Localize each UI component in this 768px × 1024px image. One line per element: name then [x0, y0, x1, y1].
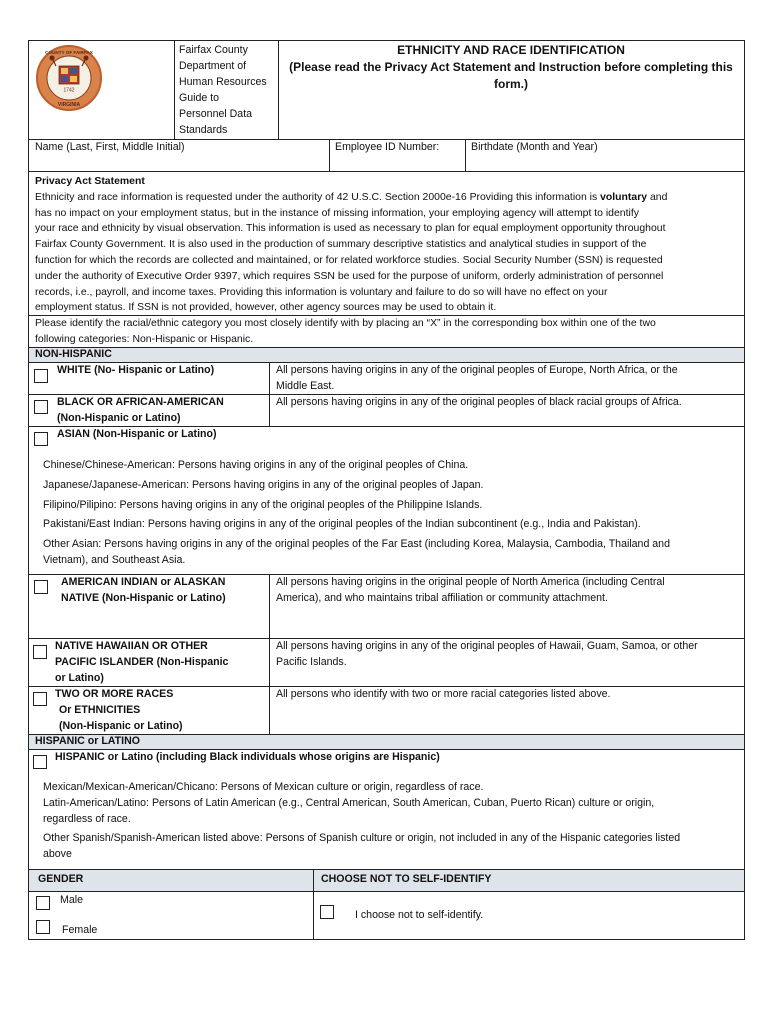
- instruction-line: Please identify the racial/ethnic category you most closely identify with by placing an “X” in the corresponding box within one of the two: [35, 318, 656, 329]
- hispanic-subcategory: above: [43, 848, 72, 861]
- form-title: ETHNICITY AND RACE IDENTIFICATION: [397, 43, 625, 57]
- race-row-hispanic: [28, 750, 745, 870]
- race-row-white: [28, 363, 745, 395]
- privacy-statement: [28, 172, 745, 316]
- header-row: [28, 40, 745, 140]
- male-checkbox[interactable]: [36, 896, 50, 910]
- identity-row: [28, 140, 745, 172]
- hawaiian-label: NATIVE HAWAIIAN OR OTHER PACIFIC ISLANDER (Non-Hispanic or Latino): [55, 640, 229, 684]
- instructions: [28, 316, 745, 348]
- hispanic-label: HISPANIC or Latino (including Black individuals whose origins are Hispanic): [55, 751, 440, 763]
- race-row-asian: [28, 427, 745, 575]
- hispanic-checkbox[interactable]: [33, 755, 47, 769]
- form-subtitle-cont: form.): [494, 77, 528, 91]
- two-or-more-checkbox[interactable]: [33, 692, 47, 706]
- hawaiian-checkbox[interactable]: [33, 645, 47, 659]
- asian-checkbox[interactable]: [34, 432, 48, 446]
- asian-subcategory: Chinese/Chinese-American: Persons having origins in any of the original peoples of China.: [43, 459, 469, 471]
- black-checkbox[interactable]: [34, 400, 48, 414]
- non-hispanic-heading: [28, 348, 745, 363]
- department-line: Human Resources: [179, 76, 267, 88]
- privacy-line: function for which the records are collected and maintained, or for related workforce studies. Social Security Number (SSN) is requested: [35, 254, 663, 266]
- self-identify-checkbox[interactable]: [320, 905, 334, 919]
- male-label: Male: [60, 894, 83, 906]
- department-line: Fairfax County: [179, 44, 248, 56]
- race-row-two-or-more: [28, 687, 745, 735]
- asian-subcategory: Filipino/Pilipino: Persons having origins in any of the original peoples of the Philippine Islands.: [43, 498, 483, 511]
- gender-heading-row: [28, 870, 745, 892]
- privacy-line: employment status. If SSN is not provided, however, other agency sources may be used to obtain it.: [35, 302, 497, 314]
- asian-subcategory: Vietnam), and Southeast Asia.: [43, 553, 186, 566]
- privacy-line: has no impact on your employment status, but in the instance of missing information, your employing agency will attempt to identify: [35, 207, 639, 219]
- seal-outer-text: COUNTY OF FAIRFAX: [45, 50, 93, 55]
- hispanic-heading: [28, 735, 745, 750]
- white-label: WHITE (No- Hispanic or Latino): [57, 364, 215, 376]
- two-or-more-label: TWO OR MORE RACES Or ETHNICITIES (Non-Hispanic or Latino): [55, 688, 183, 732]
- privacy-line: Fairfax County Government. It is also used in the production of summary descriptive statistics and analytical studies in support of the: [35, 239, 647, 251]
- privacy-title: Privacy Act Statement: [35, 176, 145, 187]
- form-title-cell: [278, 41, 744, 139]
- birthdate-label: Birthdate (Month and Year): [471, 141, 598, 153]
- seal-bottom-text: VIRGINIA: [57, 102, 81, 108]
- form-subtitle: (Please read the Privacy Act Statement and Instruction before completing this: [289, 60, 733, 74]
- name-label: Name (Last, First, Middle Initial): [35, 141, 185, 153]
- white-description: All persons having origins in any of the original peoples of Europe, North Africa, or the Middle East.: [276, 364, 678, 392]
- gender-title: GENDER: [38, 873, 84, 885]
- asian-subcategory: Japanese/Japanese-American: Persons having origins in any of the original peoples of Japan.: [43, 478, 484, 491]
- privacy-line: records, i.e., payroll, and income taxes. Providing this information is voluntary and failure to do so will have no effect on your: [35, 286, 608, 298]
- privacy-line: Ethnicity and race information is requested under the authority of 42 U.S.C. Section 2000e-16 Providing this information is voluntary and: [35, 191, 668, 203]
- black-label: BLACK OR AFRICAN-AMERICAN (Non-Hispanic or Latino): [57, 396, 224, 424]
- hispanic-subcategories: [43, 780, 680, 863]
- non-hispanic-title: NON-HISPANIC: [35, 348, 112, 360]
- self-identify-title: CHOOSE NOT TO SELF-IDENTIFY: [321, 873, 492, 885]
- asian-subcategory: Other Asian: Persons having origins in any of the original peoples of the Far East (including Korea, Malaysia, Cambodia, Thailand and: [43, 538, 670, 551]
- form-sheet: [28, 40, 745, 940]
- gender-options-row: [28, 892, 745, 940]
- self-identify-label: I choose not to self-identify.: [355, 909, 484, 921]
- birthdate-field[interactable]: [465, 140, 745, 171]
- name-field[interactable]: [29, 140, 329, 171]
- hispanic-subcategory: Other Spanish/Spanish-American listed above: Persons of Spanish culture or origin, not included in any of the Hispanic categories listed: [43, 832, 681, 845]
- asian-label: ASIAN (Non-Hispanic or Latino): [57, 428, 217, 440]
- employee-id-label: Employee ID Number:: [335, 141, 440, 153]
- employee-id-field[interactable]: [329, 140, 465, 171]
- instruction-line: following categories: Non-Hispanic or Hispanic.: [35, 333, 254, 345]
- female-label: Female: [62, 924, 98, 936]
- department-line: Department of: [179, 60, 247, 72]
- female-checkbox[interactable]: [36, 920, 50, 934]
- american-indian-checkbox[interactable]: [34, 580, 48, 594]
- department-line: Personnel Data: [179, 108, 253, 120]
- privacy-line: under the authority of Executive Order 9397, which requires SSN be used for the purpose of uniform, orderly administration of personnel: [35, 270, 664, 282]
- american-indian-description: All persons having origins in the original people of North America (including Central America), and who maintains tribal affiliation or community attachment.: [276, 576, 665, 604]
- privacy-line: your race and ethnicity by visual observation. This information is used as necessary to plan for equal employment opportunity throughout: [35, 223, 666, 235]
- american-indian-label: AMERICAN INDIAN or ALASKAN NATIVE (Non-Hispanic or Latino): [61, 576, 226, 604]
- asian-subcategories: [43, 458, 670, 569]
- race-row-black: [28, 395, 745, 427]
- two-or-more-description: All persons who identify with two or more racial categories listed above.: [276, 688, 611, 700]
- hawaiian-description: All persons having origins in any of the original peoples of Hawaii, Guam, Samoa, or other Pacific Islands.: [276, 640, 698, 668]
- department-line: Standards: [179, 124, 228, 136]
- department-cell: [174, 41, 278, 139]
- county-seal-logo: [35, 44, 103, 112]
- department-line: Guide to: [179, 92, 220, 104]
- hispanic-title: HISPANIC or LATINO: [35, 735, 140, 747]
- race-row-american-indian: [28, 575, 745, 639]
- black-description: All persons having origins in any of the original peoples of black racial groups of Africa.: [276, 396, 682, 408]
- seal-year: 1742: [63, 87, 75, 94]
- seal-cell: [29, 41, 174, 139]
- hispanic-subcategory: regardless of race.: [43, 812, 131, 825]
- hispanic-subcategory: Latin-American/Latino: Persons of Latin American (e.g., Central American, South American, Cuban, Puerto Rican) culture or origin,: [43, 796, 655, 809]
- race-row-hawaiian: [28, 639, 745, 687]
- hispanic-subcategory: Mexican/Mexican-American/Chicano: Persons of Mexican culture or origin, regardless of race.: [43, 781, 484, 793]
- white-checkbox[interactable]: [34, 369, 48, 383]
- asian-subcategory: Pakistani/East Indian: Persons having origins in any of the original peoples of the Indian subcontinent (e.g., India and Pakistan).: [43, 518, 641, 531]
